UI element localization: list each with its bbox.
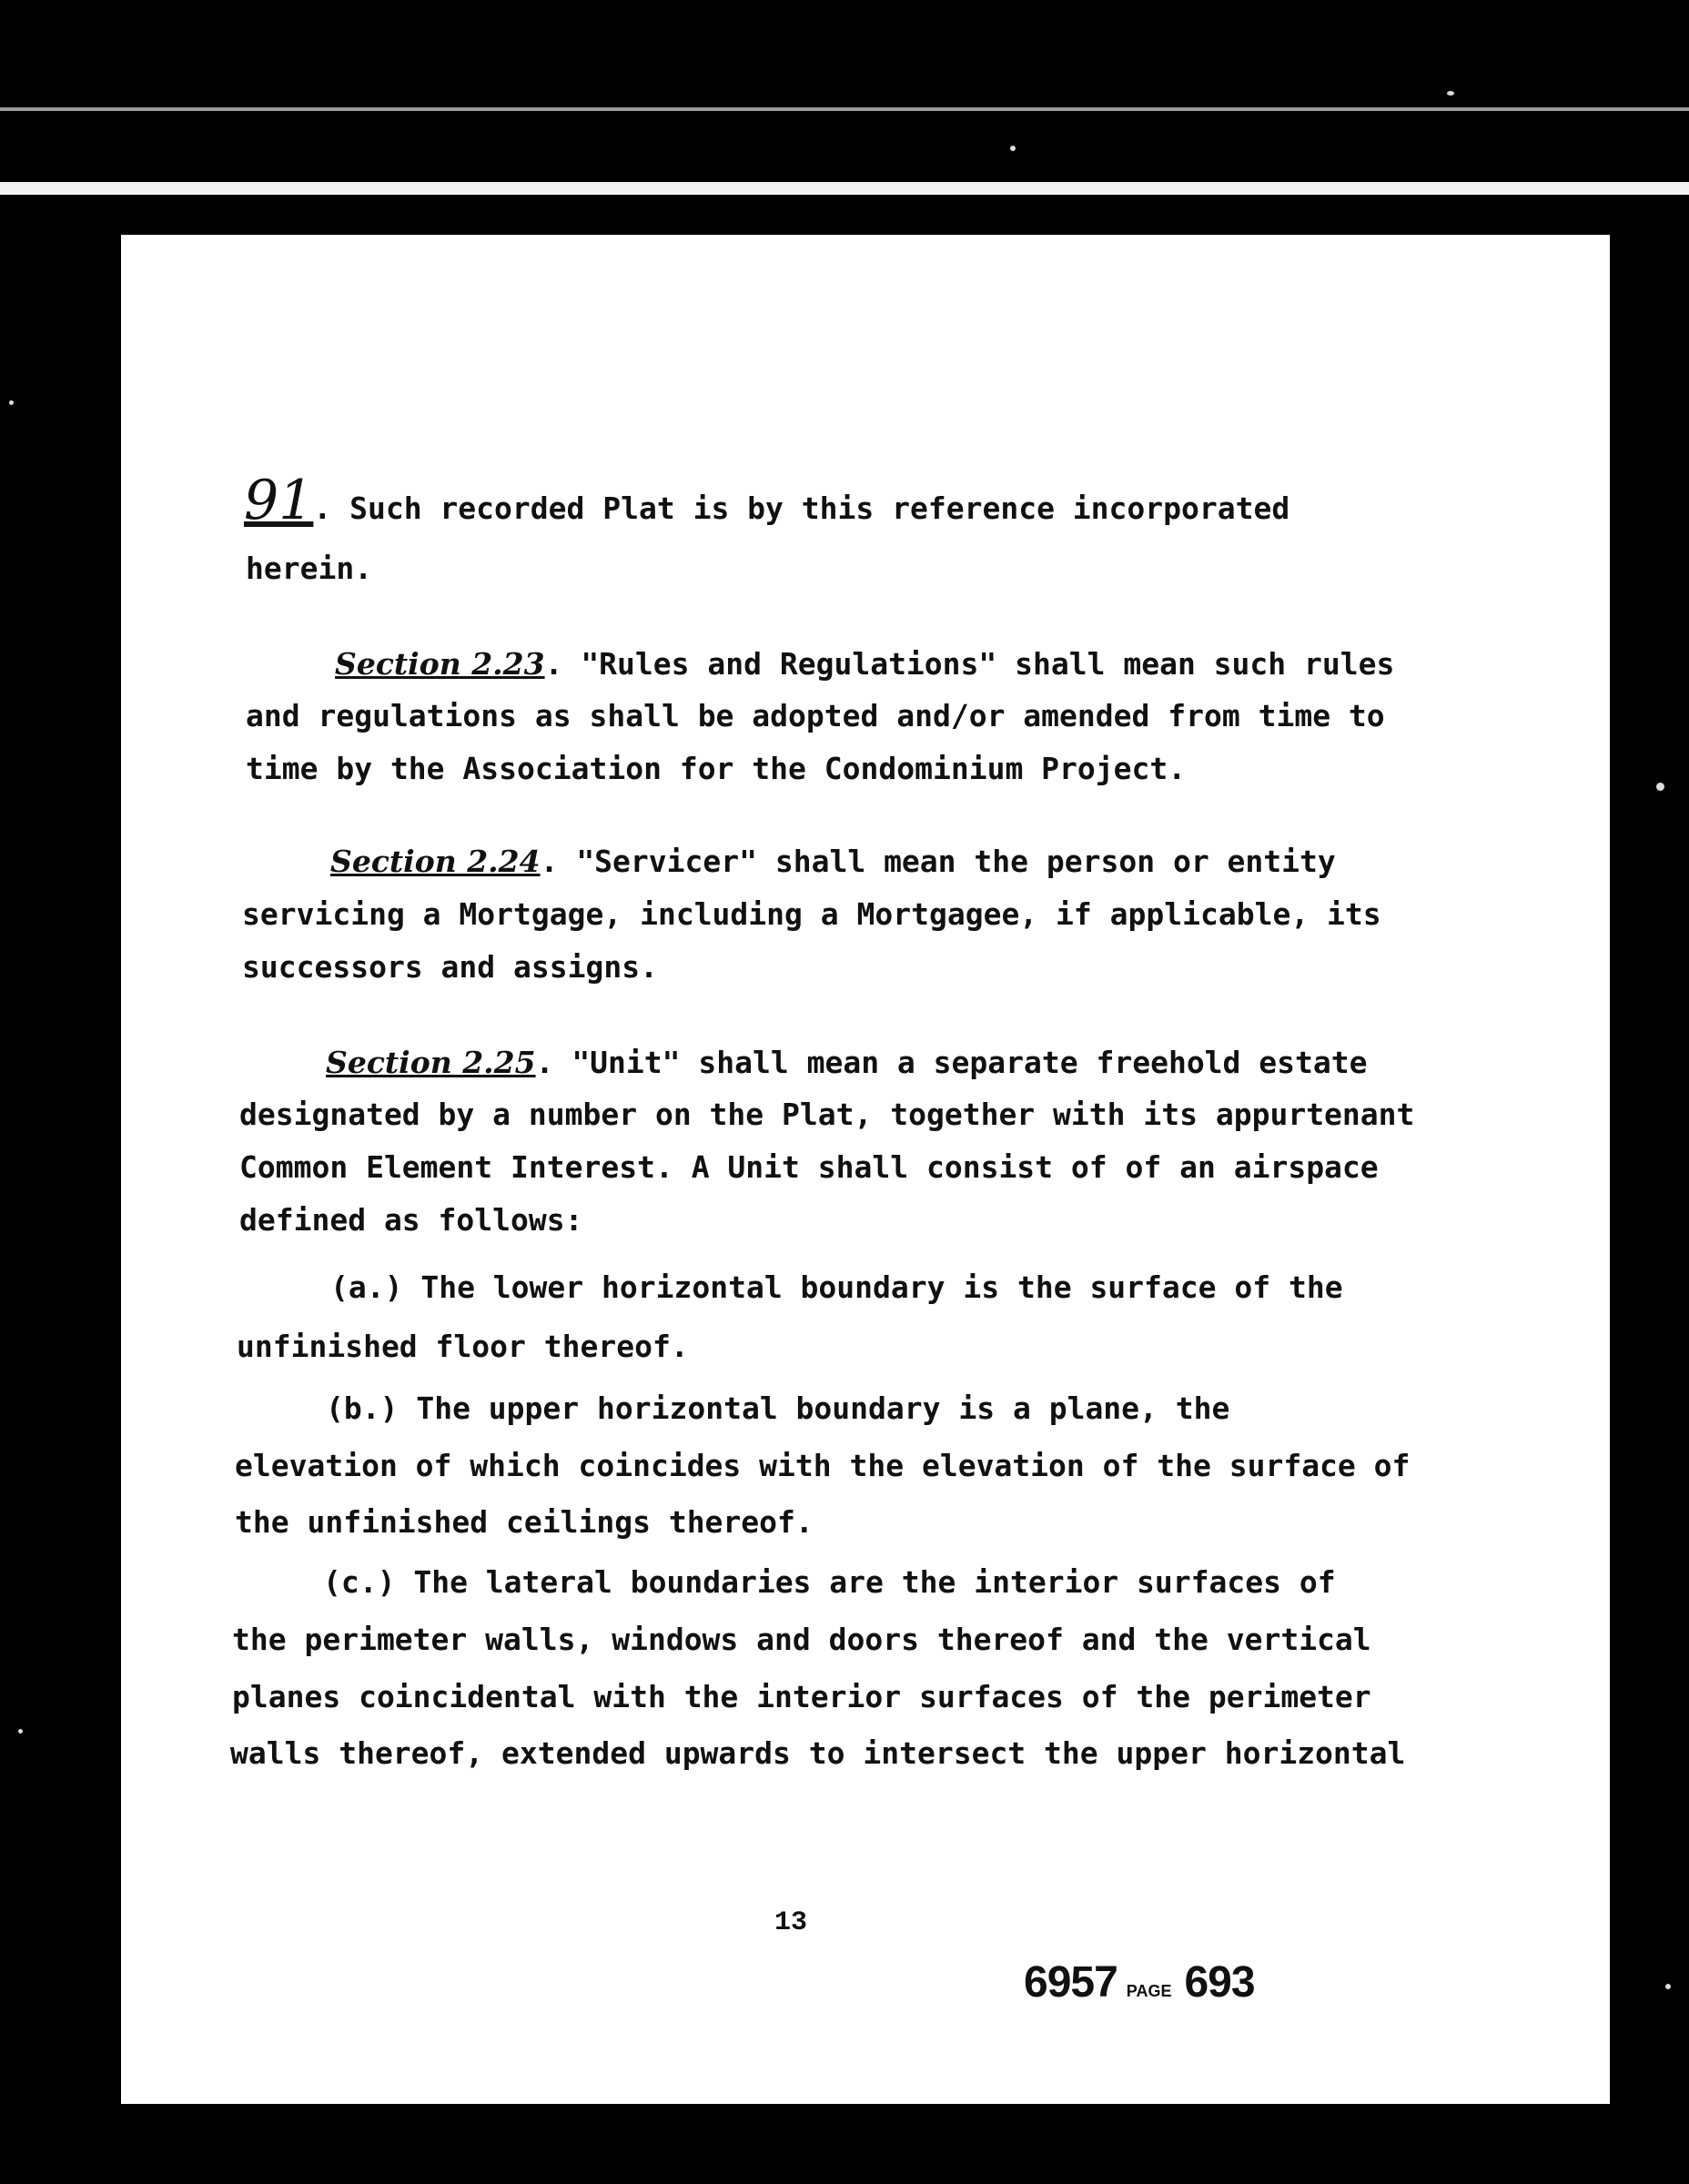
paragraph-line: designated by a number on the Plat, together with its appurtenant <box>239 1097 1415 1132</box>
scan-speck <box>1010 146 1016 151</box>
list-item-c: (c.) The lateral boundaries are the interior surfaces of <box>323 1564 1336 1600</box>
scan-speck <box>1665 1984 1671 1989</box>
section-2-24-heading-line <box>330 844 1336 879</box>
section-2-23-heading-line <box>335 646 1395 682</box>
list-item-c-continuation: planes coincidental with the interior surfaces of the perimeter <box>232 1679 1371 1714</box>
list-item-c-continuation: the perimeter walls, windows and doors thereof and the vertical <box>232 1622 1371 1657</box>
scan-artifact-stripe <box>0 107 1689 111</box>
paragraph-line: time by the Association for the Condominium Project. <box>246 751 1187 786</box>
scan-speck <box>1447 91 1454 96</box>
list-item-b: (b.) The upper horizontal boundary is a plane, the <box>326 1390 1230 1426</box>
book-number: 6957 <box>1024 1958 1118 2007</box>
paragraph-line: . Such recorded Plat is by this reference incorporated <box>313 490 1290 526</box>
paragraph-line: . "Servicer" shall mean the person or entity <box>540 844 1336 879</box>
scan-artifact-stripe <box>0 182 1689 195</box>
scan-speck <box>9 400 14 405</box>
paragraph-line: defined as follows: <box>239 1202 583 1238</box>
paragraph-line: and regulations as shall be adopted and/or amended from time to <box>246 698 1385 733</box>
paragraph-line: successors and assigns. <box>242 949 658 985</box>
handwritten-number: 91 <box>244 469 314 532</box>
page-number: 13 <box>774 1907 808 1938</box>
paragraph-line: herein. <box>246 551 373 586</box>
paragraph-line: Common Element Interest. A Unit shall consist of of an airspace <box>239 1149 1379 1185</box>
list-item-a: (a.) The lower horizontal boundary is the surface of the <box>330 1269 1343 1305</box>
paragraph-line: servicing a Mortgage, including a Mortgagee, if applicable, its <box>242 896 1381 932</box>
section-label: Section 2.25 <box>326 1045 536 1080</box>
section-label: Section 2.23 <box>335 646 545 682</box>
list-item-c-continuation: walls thereof, extended upwards to intersect the upper horizontal <box>230 1735 1406 1771</box>
paragraph-line: . "Rules and Regulations" shall mean such rules <box>544 646 1395 682</box>
paragraph-line: . "Unit" shall mean a separate freehold estate <box>535 1045 1368 1080</box>
book-page-number: 693 <box>1184 1958 1255 2007</box>
scan-speck <box>1656 783 1664 791</box>
list-item-b-continuation: elevation of which coincides with the elevation of the surface of <box>235 1448 1411 1483</box>
section-2-25-heading-line <box>326 1045 1368 1080</box>
handwritten-number-line <box>244 469 1290 532</box>
document-sheet <box>121 235 1610 2104</box>
book-page-reference <box>1024 1957 1255 2007</box>
section-label: Section 2.24 <box>330 844 541 879</box>
list-item-b-continuation: the unfinished ceilings thereof. <box>235 1504 814 1540</box>
scan-speck <box>18 1729 23 1734</box>
list-item-a-continuation: unfinished floor thereof. <box>237 1329 689 1364</box>
page-label: PAGE <box>1126 1982 1172 2000</box>
